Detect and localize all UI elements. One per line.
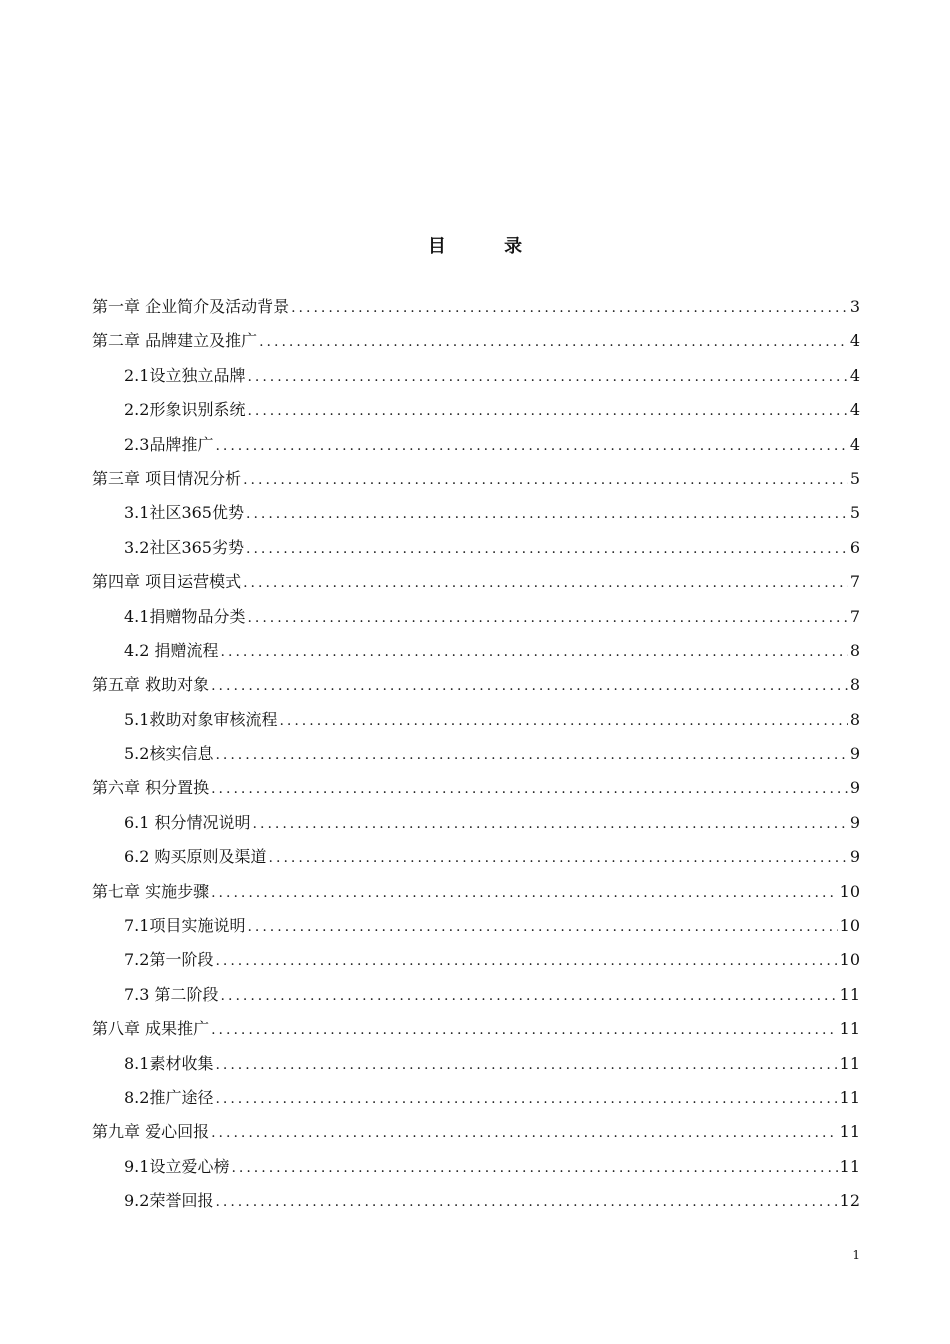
- toc-dot-leader: [231, 1151, 837, 1185]
- toc-entry-text: 3.1社区365优势: [124, 503, 244, 523]
- toc-entry-text: 6.1 积分情况说明: [124, 812, 251, 832]
- toc-dot-leader: [215, 944, 837, 978]
- toc-entry-text: 第一章 企业简介及活动背景: [92, 297, 290, 316]
- toc-entry[interactable]: [92, 359, 860, 393]
- toc-entry-page: 9: [849, 812, 860, 832]
- toc-dot-leader: [221, 635, 848, 669]
- toc-entry-text: 第五章 救助对象: [92, 675, 210, 695]
- toc-entry[interactable]: [92, 496, 860, 530]
- toc-entry-page: 9: [849, 847, 860, 867]
- toc-entry-page: 6: [849, 537, 860, 557]
- toc-dot-leader: [211, 669, 848, 703]
- toc-entry-text: 2.3品牌推广: [124, 434, 214, 454]
- toc-entry[interactable]: [92, 806, 860, 840]
- toc-dot-leader: [279, 704, 847, 738]
- toc-entry[interactable]: [92, 875, 860, 909]
- toc-entry[interactable]: [92, 771, 860, 805]
- toc-entry-text: 8.2推广途径: [124, 1087, 214, 1107]
- toc-entry-page: 7: [849, 572, 860, 592]
- toc-entry-page: 11: [839, 1156, 860, 1176]
- toc-entry-page: 11: [839, 1019, 860, 1039]
- toc-entry-page: 4: [849, 331, 860, 351]
- toc-entry-text: 第七章 实施步骤: [92, 881, 210, 901]
- toc-dot-leader: [215, 1082, 837, 1116]
- toc-dot-leader: [247, 910, 837, 944]
- toc-entry-text: 5.1救助对象审核流程: [124, 709, 278, 729]
- toc-entry-page: 11: [839, 1122, 860, 1142]
- toc-dot-leader: [253, 807, 848, 841]
- toc-entry-text: 4.2 捐赠流程: [124, 640, 219, 660]
- toc-dot-leader: [259, 325, 848, 359]
- toc-dot-leader: [221, 979, 838, 1013]
- toc-entry[interactable]: [92, 703, 860, 737]
- toc-entry[interactable]: [92, 462, 860, 496]
- toc-entry-page: 12: [839, 1191, 860, 1211]
- toc-title: 目 录: [427, 236, 549, 257]
- toc-entry-page: 8: [849, 675, 860, 695]
- toc-entry-text: 7.1项目实施说明: [124, 916, 246, 936]
- toc-entry[interactable]: [92, 600, 860, 634]
- toc-entry-page: 7: [849, 606, 860, 626]
- toc-entry-text: 第四章 项目运营模式: [92, 572, 242, 592]
- toc-entry-page: 10: [839, 916, 860, 936]
- toc-dot-leader: [269, 841, 848, 875]
- toc-entry-page: 4: [849, 365, 860, 385]
- toc-entry-text: 4.1捐赠物品分类: [124, 606, 246, 626]
- toc-entry-text: 第六章 积分置换: [92, 778, 210, 798]
- toc-entry-text: 第二章 品牌建立及推广: [92, 331, 258, 351]
- toc-dot-leader: [247, 360, 847, 394]
- toc-entry-text: 8.1素材收集: [124, 1053, 214, 1073]
- toc-entry-text: 2.2形象识别系统: [124, 400, 246, 420]
- toc-entry-page: 4: [849, 434, 860, 454]
- toc-entry-page: 5: [849, 503, 860, 523]
- toc-entry-text: 第九章 爱心回报: [92, 1122, 210, 1142]
- toc-entry[interactable]: [92, 565, 860, 599]
- toc-entry-text: 第八章 成果推广: [92, 1019, 210, 1039]
- toc-dot-leader: [215, 1048, 837, 1082]
- toc-entry[interactable]: [92, 978, 860, 1012]
- toc-entry[interactable]: [92, 1081, 860, 1115]
- toc-entry[interactable]: [92, 290, 860, 324]
- toc-entry-text: 3.2社区365劣势: [124, 537, 244, 557]
- toc-entry[interactable]: [92, 324, 860, 358]
- toc-dot-leader: [247, 394, 847, 428]
- toc-dot-leader: [243, 566, 848, 600]
- toc-dot-leader: [243, 463, 848, 497]
- toc-entry[interactable]: [92, 1047, 860, 1081]
- toc-entry-page: 8: [849, 640, 860, 660]
- toc-entry-page: 11: [839, 1053, 860, 1073]
- toc-entry-page: 10: [839, 881, 860, 901]
- toc-entry[interactable]: [92, 1184, 860, 1218]
- toc-dot-leader: [246, 497, 848, 531]
- toc-entry[interactable]: [92, 531, 860, 565]
- toc-dot-leader: [211, 1013, 838, 1047]
- toc-dot-leader: [246, 532, 848, 566]
- toc-entry-text: 7.3 第二阶段: [124, 984, 219, 1004]
- toc-dot-leader: [211, 772, 848, 806]
- toc-entry[interactable]: [92, 840, 860, 874]
- toc-entry-page: 11: [839, 1087, 860, 1107]
- toc-entry-page: 9: [849, 778, 860, 798]
- toc-entry[interactable]: [92, 634, 860, 668]
- toc-entry[interactable]: [92, 1012, 860, 1046]
- toc-entry[interactable]: [92, 428, 860, 462]
- toc-dot-leader: [211, 1116, 838, 1150]
- toc-entry-page: 3: [849, 297, 860, 316]
- toc-dot-leader: [211, 876, 838, 910]
- toc-list: [92, 290, 860, 1219]
- toc-entry-text: 7.2第一阶段: [124, 950, 214, 970]
- toc-dot-leader: [291, 291, 848, 325]
- toc-entry-page: 9: [849, 744, 860, 764]
- toc-dot-leader: [247, 601, 847, 635]
- toc-entry-page: 4: [849, 400, 860, 420]
- toc-entry[interactable]: [92, 909, 860, 943]
- toc-entry-text: 9.1设立爱心榜: [124, 1156, 230, 1176]
- toc-dot-leader: [215, 1185, 837, 1219]
- toc-entry-page: 8: [849, 709, 860, 729]
- toc-entry-text: 6.2 购买原则及渠道: [124, 847, 267, 867]
- page-number: 1: [852, 1248, 860, 1262]
- toc-entry-text: 9.2荣誉回报: [124, 1191, 214, 1211]
- toc-entry[interactable]: [92, 1115, 860, 1149]
- toc-entry-page: 10: [839, 950, 860, 970]
- toc-entry[interactable]: [92, 737, 860, 771]
- toc-entry[interactable]: [92, 393, 860, 427]
- toc-entry-page: 5: [849, 468, 860, 488]
- toc-entry-page: 11: [839, 984, 860, 1004]
- toc-dot-leader: [215, 738, 847, 772]
- toc-entry[interactable]: [92, 1150, 860, 1184]
- toc-dot-leader: [215, 429, 847, 463]
- toc-entry-text: 第三章 项目情况分析: [92, 468, 242, 488]
- toc-entry-text: 2.1设立独立品牌: [124, 365, 246, 385]
- toc-entry[interactable]: [92, 943, 860, 977]
- toc-entry[interactable]: [92, 668, 860, 702]
- toc-entry-text: 5.2核实信息: [124, 744, 214, 764]
